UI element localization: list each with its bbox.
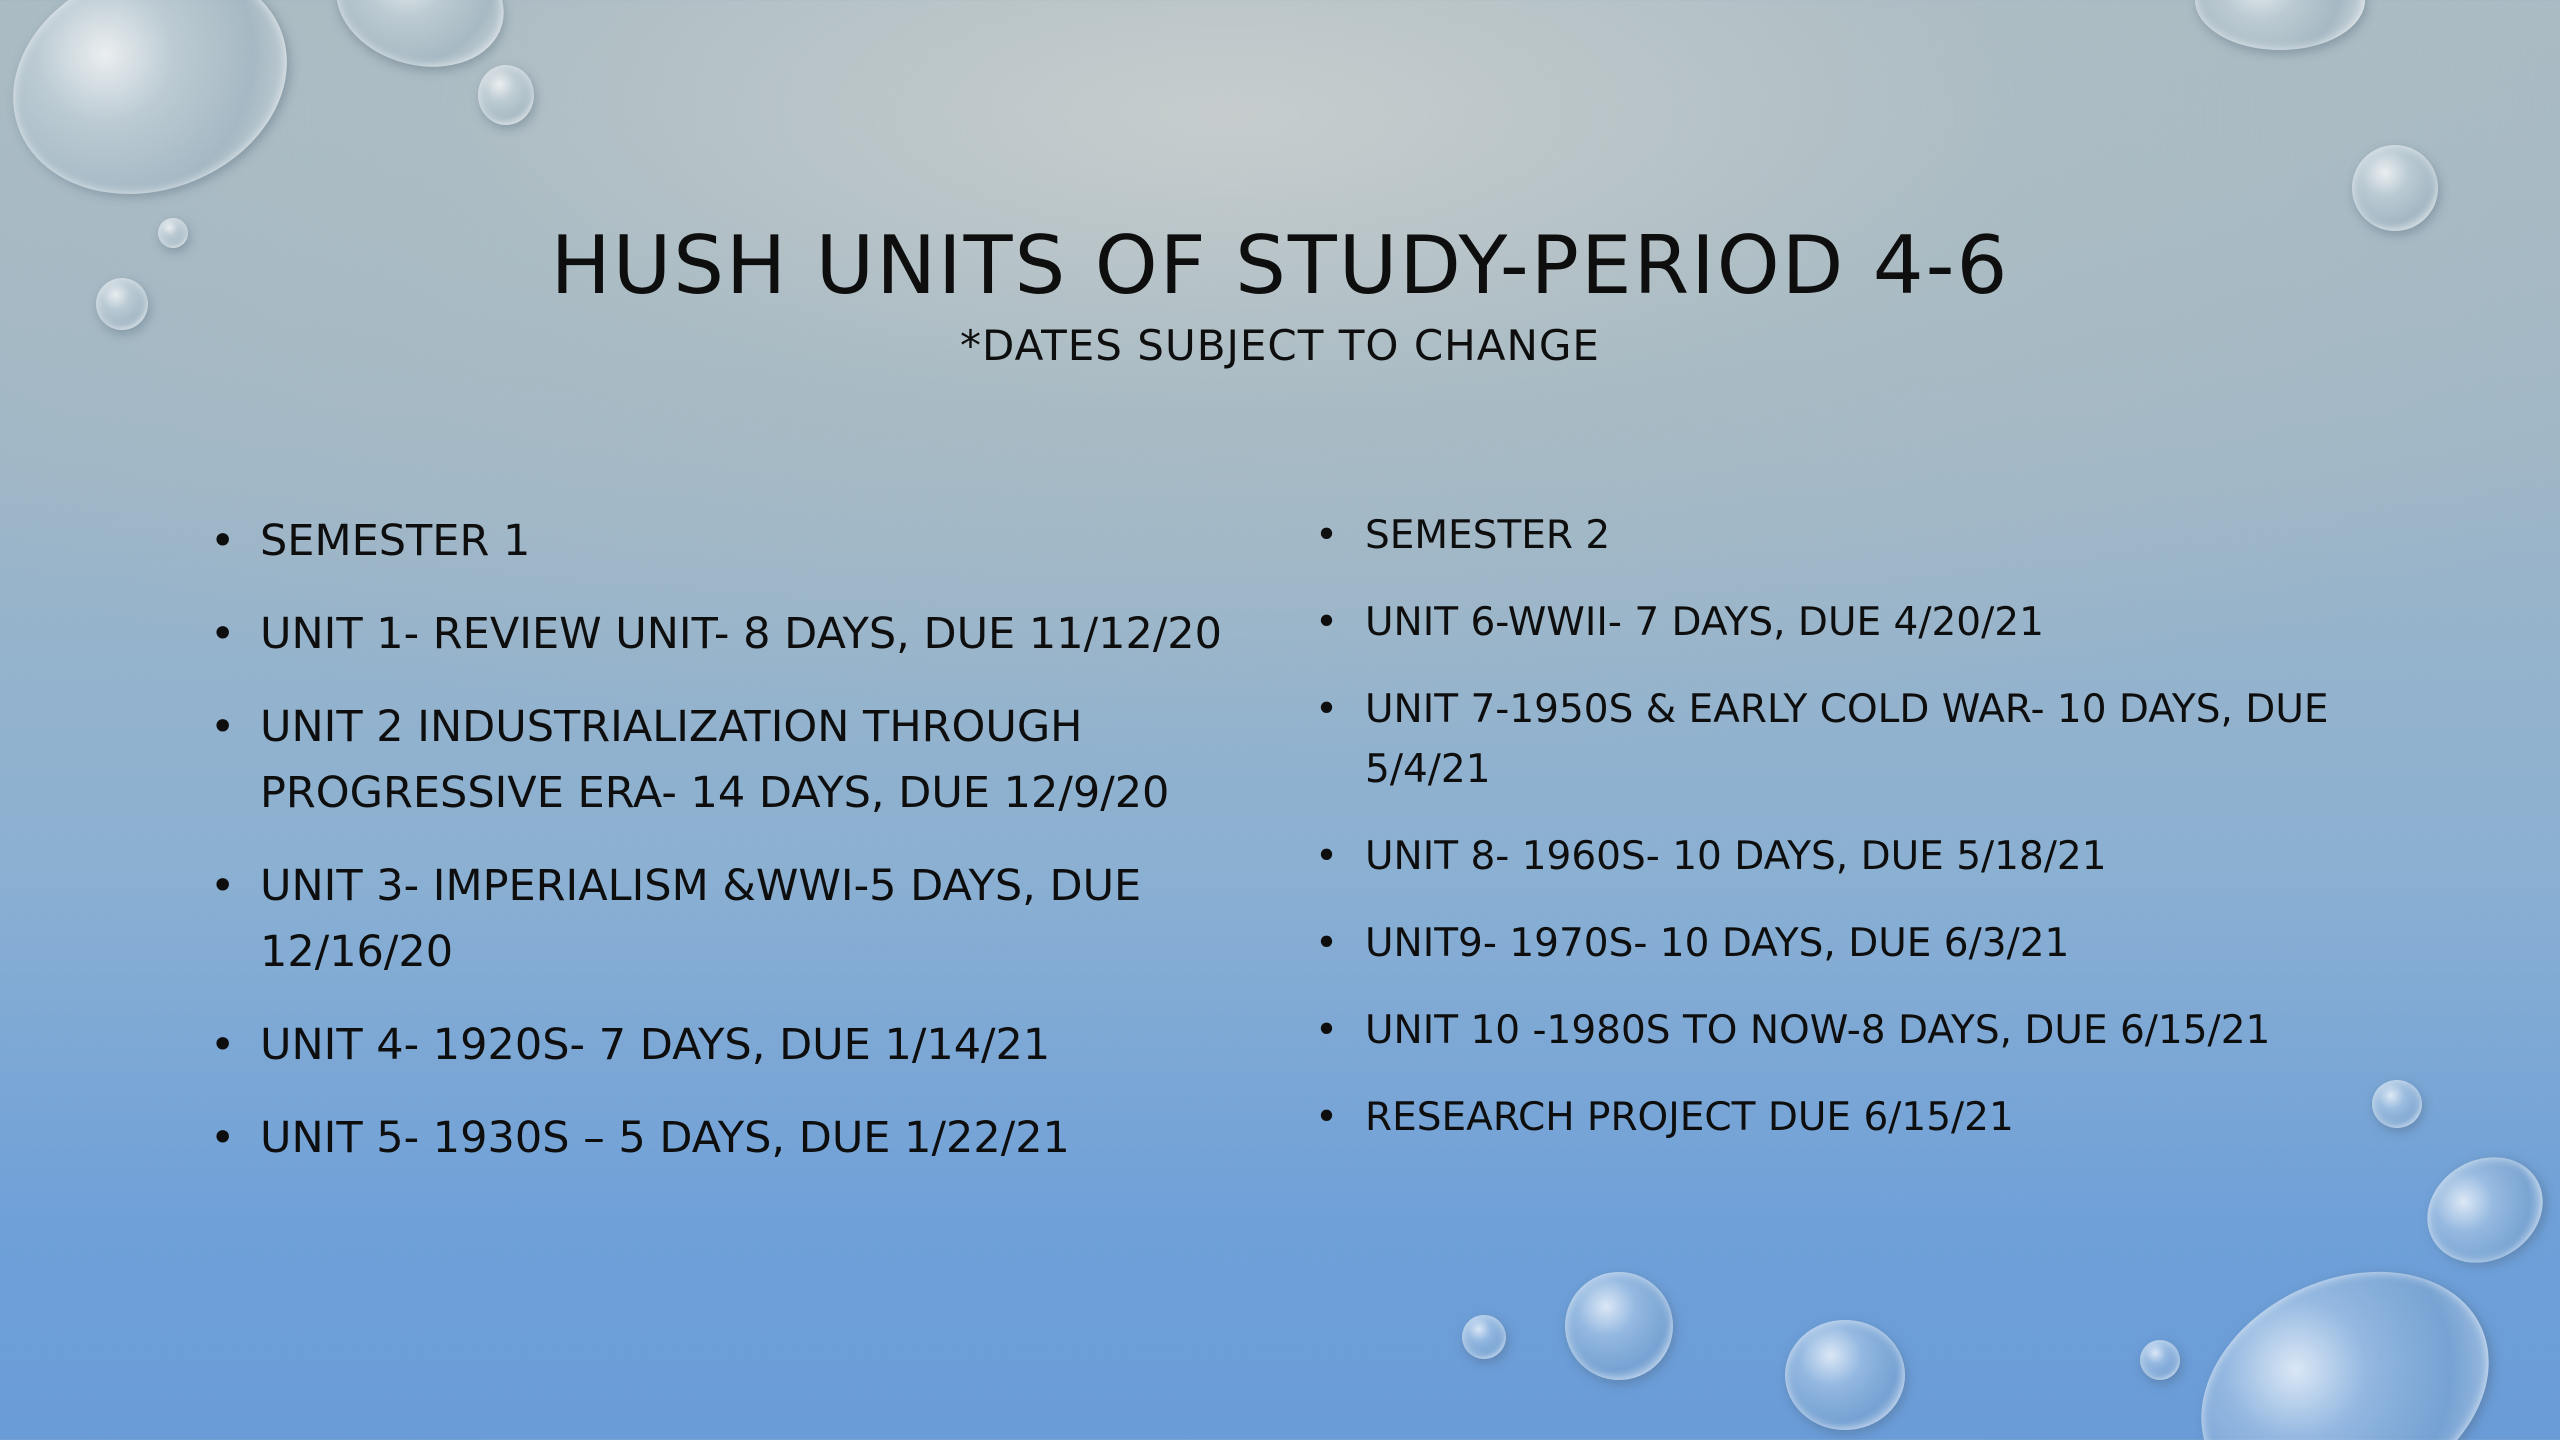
bullet-icon: • — [210, 702, 236, 752]
list-item — [1315, 506, 2375, 566]
list-item-text: UNIT 1- REVIEW UNIT- 8 DAYS, DUE 11/12/20 — [260, 609, 1223, 659]
bullet-icon: • — [210, 1113, 236, 1163]
semester-2-list — [1315, 506, 2375, 1175]
list-item-text: UNIT 4- 1920S- 7 DAYS, DUE 1/14/21 — [260, 1020, 1051, 1070]
droplet-bottom-center-small — [1462, 1315, 1506, 1359]
list-item — [210, 601, 1250, 667]
list-item — [1315, 680, 2375, 800]
list-item — [210, 1105, 1250, 1171]
droplet-bottom-center-right — [1785, 1320, 1905, 1430]
list-item — [210, 694, 1250, 826]
bullet-icon: • — [1315, 600, 1339, 645]
slide-title: HUSH UNITS OF STUDY-PERIOD 4-6 — [550, 219, 2010, 312]
list-item-text: RESEARCH PROJECT DUE 6/15/21 — [1365, 1095, 2014, 1140]
list-item-text: UNIT 8- 1960S- 10 DAYS, DUE 5/18/21 — [1365, 834, 2107, 879]
list-item — [1315, 827, 2375, 887]
droplet-bottom-center-medium — [1565, 1272, 1673, 1380]
list-item-text: UNIT9- 1970S- 10 DAYS, DUE 6/3/21 — [1365, 921, 2070, 966]
list-item-text: UNIT 6-WWII- 7 DAYS, DUE 4/20/21 — [1365, 600, 2044, 645]
list-item — [1315, 1088, 2375, 1148]
list-item — [210, 508, 1250, 574]
droplet-top-left-small — [478, 65, 534, 125]
droplet-top-right-medium — [2195, 0, 2365, 50]
list-item-text: UNIT 2 INDUSTRIALIZATION THROUGH PROGRESSIVE ERA- 14 DAYS, DUE 12/9/20 — [260, 702, 1170, 818]
bullet-icon: • — [1315, 1095, 1339, 1140]
bullet-icon: • — [210, 861, 236, 911]
bullet-icon: • — [1315, 687, 1339, 732]
bullet-icon: • — [1315, 513, 1339, 558]
droplet-right-small — [2372, 1080, 2422, 1128]
droplet-bottom-right-medium — [2408, 1137, 2560, 1284]
list-item — [210, 853, 1250, 985]
droplet-bottom-right-tiny — [2140, 1340, 2180, 1380]
list-item-text: UNIT 7-1950S & EARLY COLD WAR- 10 DAYS, DUE 5/4/21 — [1365, 687, 2329, 792]
bullet-icon: • — [1315, 834, 1339, 879]
list-item — [1315, 1001, 2375, 1061]
list-item — [1315, 914, 2375, 974]
droplet-top-left-large — [0, 0, 319, 231]
bullet-icon: • — [1315, 921, 1339, 966]
slide-subtitle: *DATES SUBJECT TO CHANGE — [960, 321, 1600, 370]
list-item-text: UNIT 5- 1930S – 5 DAYS, DUE 1/22/21 — [260, 1113, 1070, 1163]
list-item-text: UNIT 3- IMPERIALISM &WWI-5 DAYS, DUE 12/16/20 — [260, 861, 1142, 977]
bullet-icon: • — [1315, 1008, 1339, 1053]
list-item-text: UNIT 10 -1980S TO NOW-8 DAYS, DUE 6/15/21 — [1365, 1008, 2271, 1053]
list-item-text: SEMESTER 1 — [260, 516, 531, 566]
list-item — [1315, 593, 2375, 653]
bullet-icon: • — [210, 1020, 236, 1070]
semester-1-list — [210, 508, 1250, 1198]
bullet-icon: • — [210, 516, 236, 566]
list-item-text: SEMESTER 2 — [1365, 513, 1611, 558]
list-item — [210, 1012, 1250, 1078]
bullet-icon: • — [210, 609, 236, 659]
